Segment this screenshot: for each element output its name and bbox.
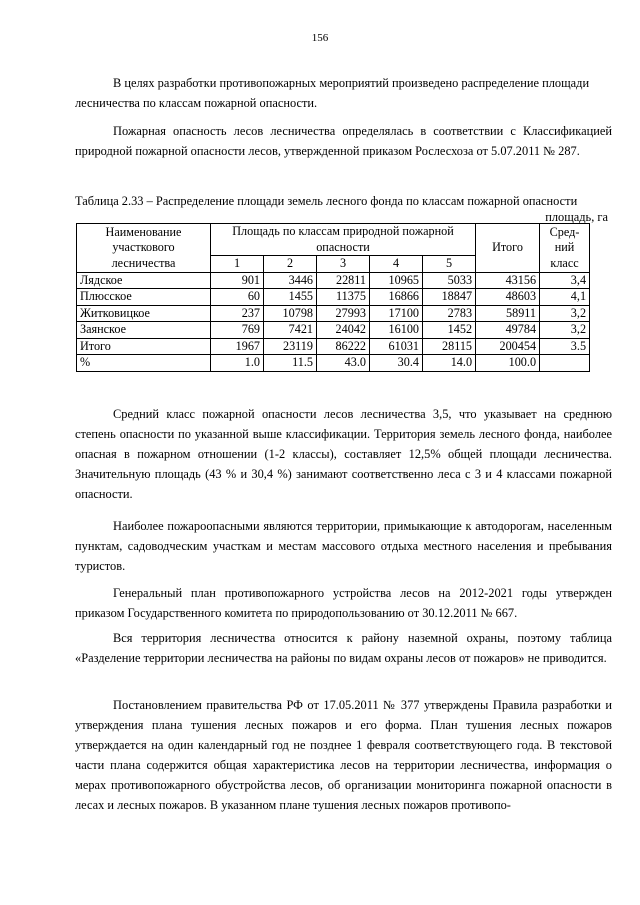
- header-class-3: 3: [317, 256, 370, 273]
- cell: 28115: [423, 338, 476, 355]
- cell: 1455: [264, 289, 317, 306]
- table-row: [77, 289, 590, 306]
- cell: 7421: [264, 322, 317, 339]
- cell: 16866: [370, 289, 423, 306]
- cell: 24042: [317, 322, 370, 339]
- header-group: Площадь по классам природной пожарной опасности: [211, 224, 476, 256]
- body-paragraph-4: Вся территория лесничества относится к району наземной охраны, поэтому таблица «Разделение территории лесничества на районы по видам охраны лесов от пожаров» не приводится.: [75, 631, 612, 665]
- cell: 237: [211, 305, 264, 322]
- cell-total: 48603: [476, 289, 540, 306]
- cell: 901: [211, 272, 264, 289]
- cell-total: 58911: [476, 305, 540, 322]
- cell: 1.0: [211, 355, 264, 372]
- row-name: Плюсское: [77, 289, 211, 306]
- cell-avg: 3.5: [540, 338, 590, 355]
- intro-paragraph-2: Пожарная опасность лесов лесничества определялась в соответствии с Классификацией природной пожарной опасности лесов, утвержденной приказом Рослесхоза от 5.07.2011 № 287.: [75, 124, 612, 158]
- table-caption: Таблица 2.33 – Распределение площади земель лесного фонда по классам пожарной опасности: [75, 194, 578, 208]
- cell: 14.0: [423, 355, 476, 372]
- table-row: [77, 305, 590, 322]
- cell: 1452: [423, 322, 476, 339]
- page-number: 156: [311, 32, 329, 44]
- header-class-4: 4: [370, 256, 423, 273]
- cell: 23119: [264, 338, 317, 355]
- header-total: Итого: [476, 224, 540, 273]
- table-row-percent: [77, 355, 590, 372]
- cell: 86222: [317, 338, 370, 355]
- cell-total: 200454: [476, 338, 540, 355]
- body-paragraph-5: Постановлением правительства РФ от 17.05.2011 № 377 утверждены Правила разработки и утверждения плана тушения лесных пожаров и его форма. План тушения лесных пожаров утверждается на один календарный год не позднее 1 февраля соответствующего года. В текстовой части плана содержится общая характеристика лесов на территории лесничества, информация о мерах противопожарного обустройства лесов, об организации мониторинга пожарной опасности в лесах и лесных пожаров. В указанном плане тушения лесных пожаров противопо-: [75, 698, 612, 812]
- table-header-row: [77, 224, 590, 256]
- cell: 769: [211, 322, 264, 339]
- cell: 5033: [423, 272, 476, 289]
- cell-avg: 3,2: [540, 322, 590, 339]
- cell: 27993: [317, 305, 370, 322]
- header-class-1: 1: [211, 256, 264, 273]
- cell: 17100: [370, 305, 423, 322]
- cell: 11.5: [264, 355, 317, 372]
- row-name: %: [77, 355, 211, 372]
- cell: 1967: [211, 338, 264, 355]
- cell: 60: [211, 289, 264, 306]
- cell-avg: 4,1: [540, 289, 590, 306]
- cell-total: 49784: [476, 322, 540, 339]
- body-paragraph-1: Средний класс пожарной опасности лесов лесничества 3,5, что указывает на среднюю степень опасности по указанной выше классификации. Территория земель лесного фонда, наиболее опасная в пожарном отношении (1-2 классы), составляет 12,5% общей площади лесничества. Значительную площадь (43 % и 30,4 %) занимают соответственно леса с 3 и 4 классами пожарной опасности.: [75, 407, 612, 501]
- fire-danger-table: [76, 223, 590, 372]
- header-avg: Сред-ний класс: [540, 224, 590, 273]
- cell: 10965: [370, 272, 423, 289]
- cell: 18847: [423, 289, 476, 306]
- row-name: Лядское: [77, 272, 211, 289]
- cell-avg: 3,4: [540, 272, 590, 289]
- header-class-5: 5: [423, 256, 476, 273]
- cell: 10798: [264, 305, 317, 322]
- cell: 11375: [317, 289, 370, 306]
- cell-avg: 3,2: [540, 305, 590, 322]
- row-name: Заянское: [77, 322, 211, 339]
- table-unit: площадь, га: [545, 210, 608, 224]
- body-paragraph-3: Генеральный план противопожарного устройства лесов на 2012-2021 годы утвержден приказом Государственного комитета по природопользованию от 30.12.2011 № 667.: [75, 586, 612, 620]
- cell: 30.4: [370, 355, 423, 372]
- cell-total: 43156: [476, 272, 540, 289]
- header-name: Наименование участкового лесничества: [77, 224, 211, 273]
- table-row-total: [77, 338, 590, 355]
- cell: 22811: [317, 272, 370, 289]
- cell-avg: [540, 355, 590, 372]
- cell-total: 100.0: [476, 355, 540, 372]
- table-row: [77, 322, 590, 339]
- body-paragraph-2: Наиболее пожароопасными являются территории, примыкающие к автодорогам, населенным пунктам, садоводческим участкам и местам массового отдыха местного населения и пребывания туристов.: [75, 519, 612, 573]
- cell: 3446: [264, 272, 317, 289]
- cell: 16100: [370, 322, 423, 339]
- row-name: Житковицкое: [77, 305, 211, 322]
- table-row: [77, 272, 590, 289]
- cell: 61031: [370, 338, 423, 355]
- row-name: Итого: [77, 338, 211, 355]
- header-class-2: 2: [264, 256, 317, 273]
- intro-paragraph-1: В целях разработки противопожарных мероприятий произведено распределение площади лесничества по классам пожарной опасности.: [75, 76, 590, 110]
- cell: 43.0: [317, 355, 370, 372]
- cell: 2783: [423, 305, 476, 322]
